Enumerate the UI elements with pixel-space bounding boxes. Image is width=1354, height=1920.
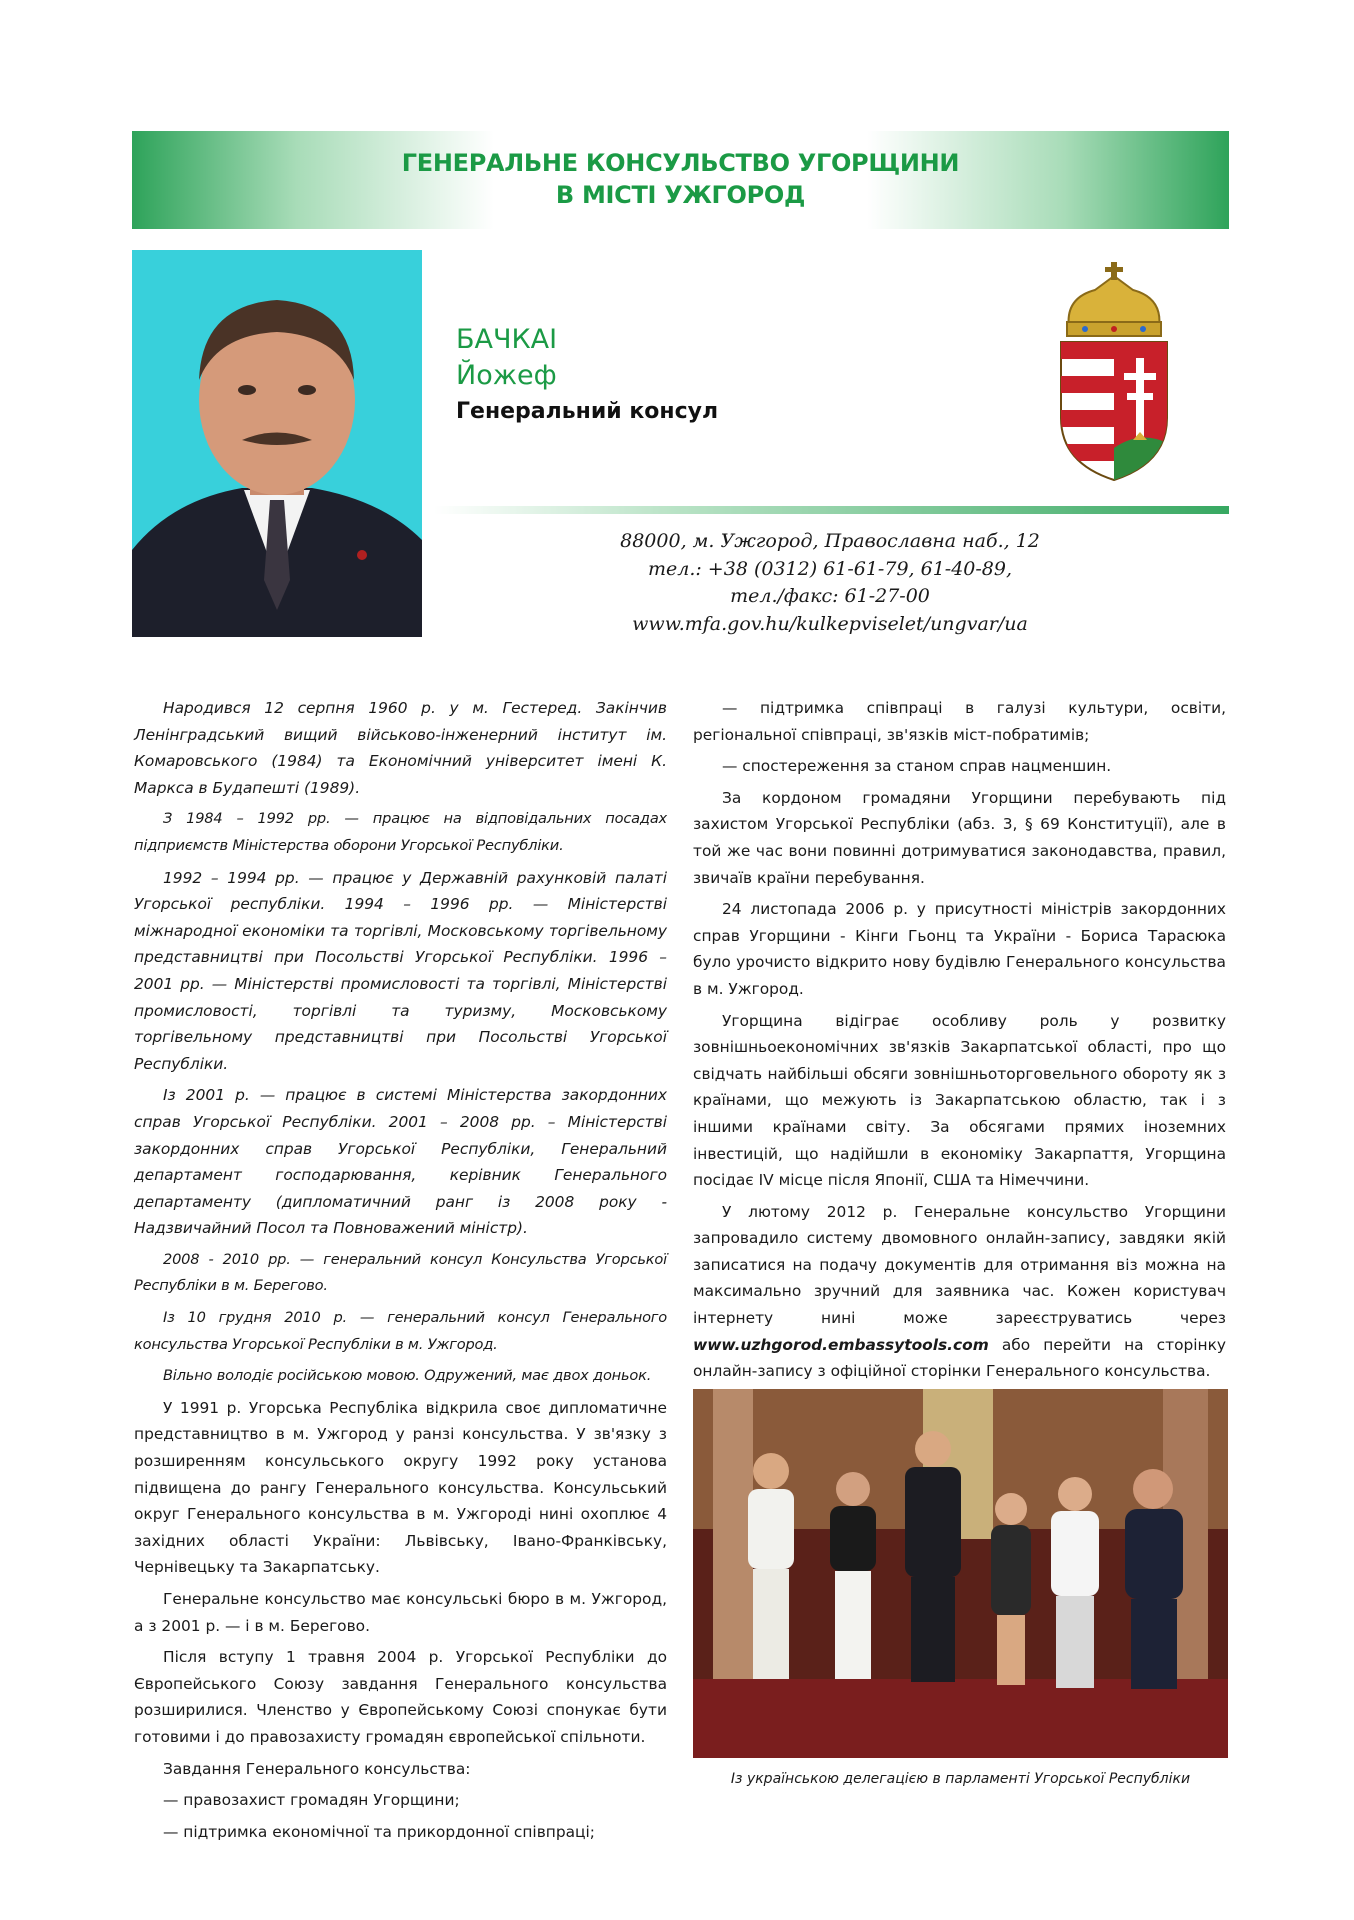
contact-info xyxy=(520,528,1140,638)
right-text-column xyxy=(693,695,1226,1390)
contact-website[interactable]: www.mfa.gov.hu/kulkepviselet/ungvar/ua xyxy=(632,612,1028,635)
consul-surname: БАЧКАІ xyxy=(456,324,558,355)
consul-portrait xyxy=(132,250,422,637)
bio-paragraph: 1992 – 1994 рр. — працює у Державній рахунковій палаті Угорської республіки. 1994 – 1996 рр. — Міністерстві міжнародної економіки та торгівлі, Московському торгівельному представництві при Посольстві Угорської Республіки. 1996 – 2001 рр. — Міністерстві промисловості та торгівлі, Міністерстві промисловості, торгівлі та туризму, Московському торгівельному представництві при Посольстві Угорської Республіки. xyxy=(134,868,667,1073)
body-paragraph: Генеральне консульство має консульські бюро в м. Ужгород, а з 2001 р. — і в м. Берегово. xyxy=(134,1590,667,1635)
delegation-photo xyxy=(693,1389,1228,1758)
online-text-after: або перейти на сторінку онлайн-запису з офіційної сторінки Генерального консульства. xyxy=(693,1335,1226,1381)
bio-paragraph: Вільно володіє російською мовою. Одружений, має двох доньок. xyxy=(163,1367,652,1385)
photo-caption: Із українською делегацією в парламенті Угорської Республіки xyxy=(730,1771,1191,1787)
header-banner xyxy=(132,131,1229,229)
body-paragraph: 24 листопада 2006 р. у присутності міністрів закордонних справ Угорщини - Кінги Гьонц та України - Бориса Тарасюка було урочисто відкрито нову будівлю Генерального консульства в м. Ужгород. xyxy=(693,900,1226,998)
bio-paragraph: Із 2001 р. — працює в системі Міністерства закордонних справ Угорської Республіки. 2001 – 2008 рр. – Міністерстві закордонних справ Угорської Республіки, Генеральний департамент господарювання, керівник Генерального департаменту (дипломатичний ранг із 2008 року - Надзвичайний Посол та Повноважений міністр). xyxy=(134,1086,667,1238)
page-title-line2: В МІСТІ УЖГОРОД xyxy=(555,181,806,209)
bio-paragraph: З 1984 – 1992 рр. — працює на відповідальних посадах підприємств Міністерства оборони Угорської Республіки. xyxy=(134,810,667,854)
task-list-item: — підтримка економічної та прикордонної співпраці; xyxy=(163,1822,595,1841)
task-list-item: — підтримка співпраці в галузі культури, освіти, регіональної співпраці, зв'язків міст-побратимів; xyxy=(693,699,1226,744)
page-title xyxy=(132,147,1229,211)
online-text-before: У лютому 2012 р. Генеральне консульство Угорщини запровадило систему двомовного онлайн-запису, завдяки якій записатися на подачу документів для отримання віз можна на максимально зручний для заявника час. Кожен користувач інтернету нині може зареєструватись через xyxy=(693,1202,1226,1328)
hungary-coat-of-arms-icon xyxy=(1055,258,1173,486)
body-paragraph: У 1991 р. Угорська Республіка відкрила своє дипломатичне представництво в м. Ужгород у ранзі консульства. У зв'язку з розширенням консульського округу 1992 року установа підвищена до рангу Генерального консульства. Консульський округ Генерального консульства в м. Ужгороді нині охоплює 4 західних області України: Львівську, Івано-Франківську, Чернівецьку та Закарпатську. xyxy=(134,1398,667,1577)
body-paragraph: Угорщина відіграє особливу роль у розвитку зовнішньоекономічних зв'язків Закарпатської області, про що свідчать найбільші обсяги зовнішньоторговельного обороту як з країнами, що межують із Закарпатською областю, так і з іншими країнами світу. За обсягами прямих іноземних інвестицій, що надійшли в економіку Закарпаття, Угорщина посідає IV місце після Японії, США та Німеччини. xyxy=(693,1011,1226,1190)
task-list-item: — спостереження за станом справ нацменшин. xyxy=(722,757,1112,776)
consul-name-block xyxy=(456,322,718,428)
bio-paragraph: Із 10 грудня 2010 р. — генеральний консул Генерального консульства Угорської Республіки в м. Ужгород. xyxy=(134,1309,667,1353)
section-divider xyxy=(434,506,1229,514)
contact-phone: тел.: +38 (0312) 61-61-79, 61-40-89, xyxy=(647,557,1013,580)
tasks-heading: Завдання Генерального консульства: xyxy=(163,1759,471,1778)
body-paragraph: Після вступу 1 травня 2004 р. Угорської Республіки до Європейського Союзу завдання Генерального консульства розширилися. Членство у Європейському Союзі спонукає бути готовими і до правозахисту громадян європейської спільноти. xyxy=(134,1648,667,1746)
bio-paragraph: 2008 - 2010 рр. — генеральний консул Консульства Угорської Республіки в м. Берегово. xyxy=(134,1250,667,1295)
left-text-column xyxy=(134,695,667,1850)
body-paragraph-online xyxy=(693,1199,1226,1385)
body-paragraph: За кордоном громадяни Угорщини перебувають під захистом Угорської Республіки (абз. 3, § 69 Конституції), але в той же час вони повинні дотримуватися законодавства, правил, звичаїв країни перебування. xyxy=(693,788,1226,887)
contact-address: 88000, м. Ужгород, Православна наб., 12 xyxy=(620,530,1040,552)
embassytools-link[interactable]: www.uzhgorod.embassytools.com xyxy=(693,1335,989,1354)
contact-fax: тел./факс: 61-27-00 xyxy=(730,585,930,607)
page-title-line1: ГЕНЕРАЛЬНЕ КОНСУЛЬСТВО УГОРЩИНИ xyxy=(401,149,960,177)
task-list-item: — правозахист громадян Угорщини; xyxy=(163,1791,460,1810)
bio-paragraph: Народився 12 серпня 1960 р. у м. Гестеред. Закінчив Ленінградський вищий військово-інженерний інститут ім. Комаровського (1984) та Економічний університет імені К. Маркса в Будапешті (1989). xyxy=(134,699,667,797)
consul-position: Генеральний консул xyxy=(456,399,719,424)
consul-first-name: Йожеф xyxy=(456,360,557,391)
